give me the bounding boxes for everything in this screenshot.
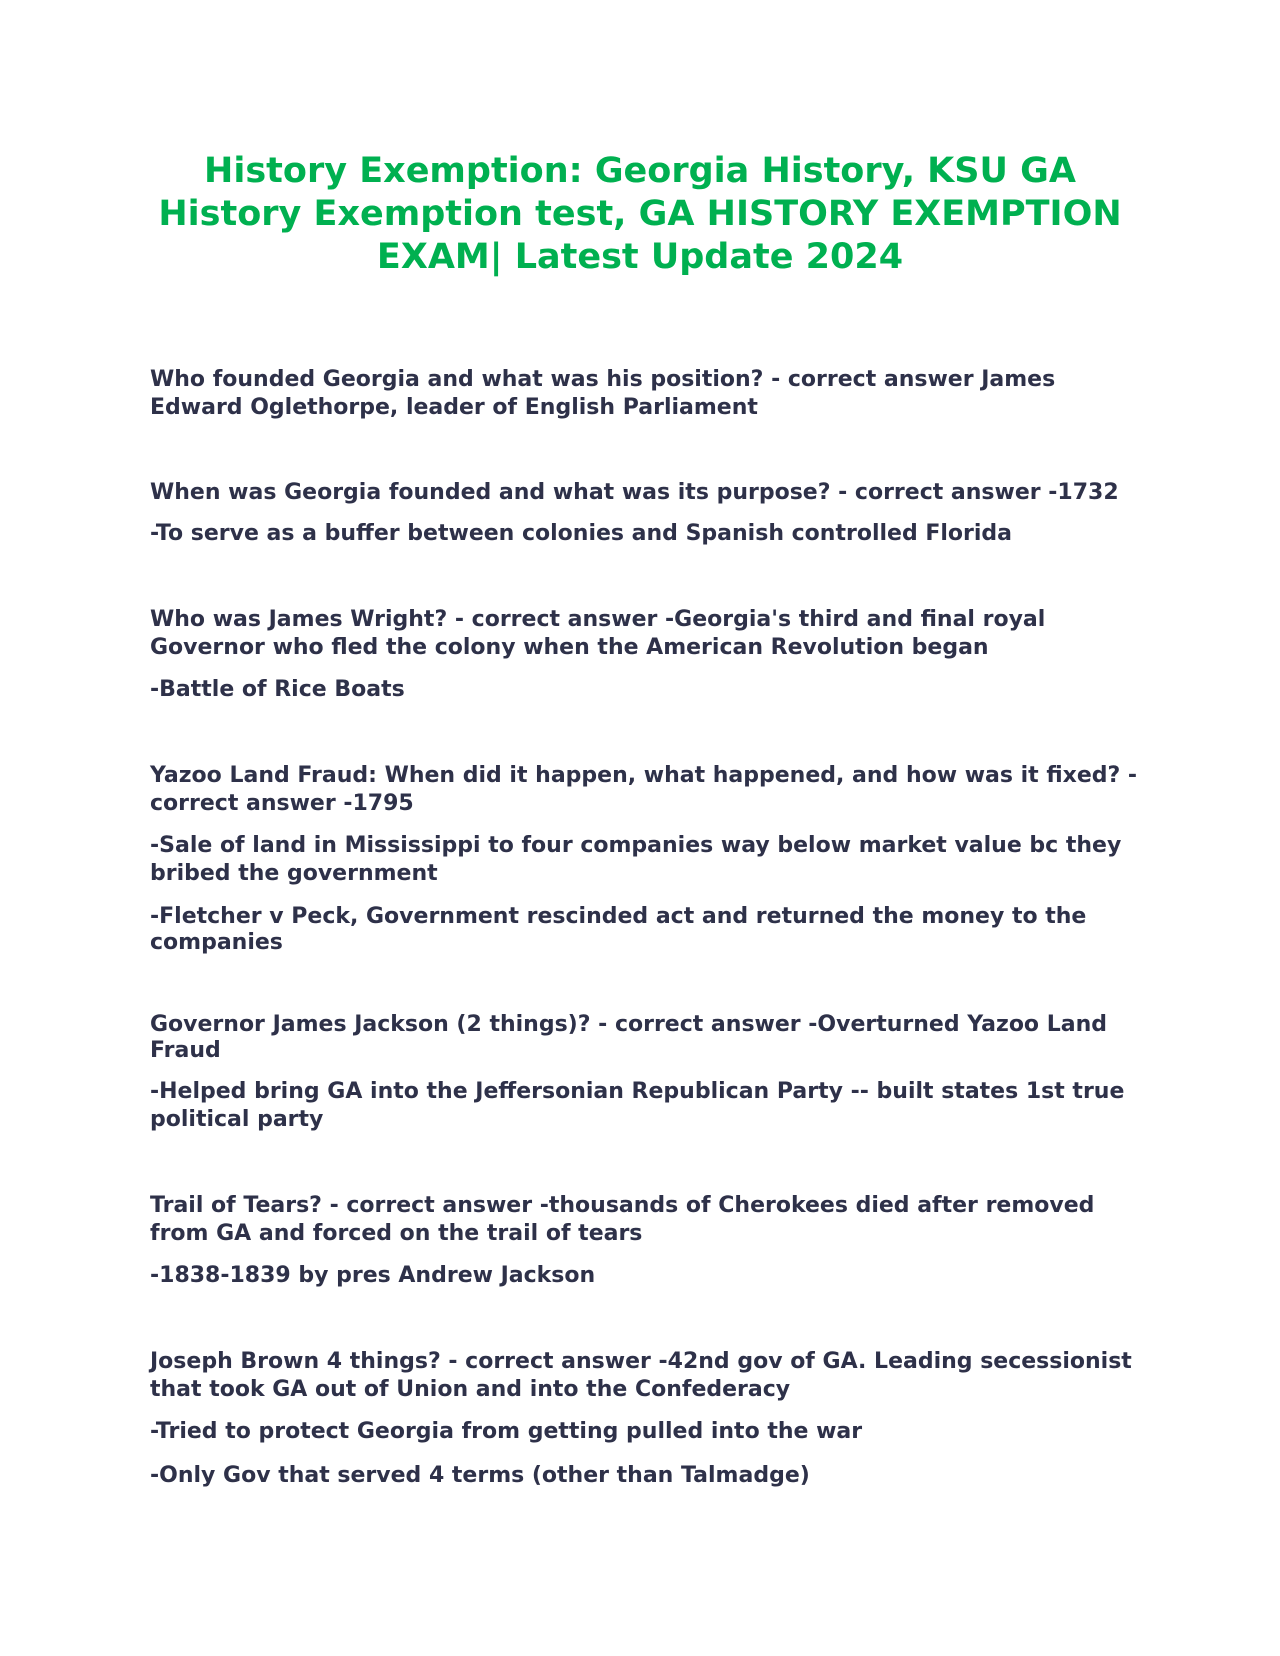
qa-detail: -Battle of Rice Boats [150,677,405,702]
qa-question: Who was James Wright? - correct answer -Georgia's third and final royal Governor who fled the colony when the American Revolution began [150,607,1046,660]
qa-entry [150,1192,1140,1290]
qa-question: Who founded Georgia and what was his position? - correct answer James Edward Oglethorpe, leader of English Parliament [150,367,1056,420]
qa-detail: -Tried to protect Georgia from getting pulled into the war [150,1419,863,1444]
qa-question: Governor James Jackson (2 things)? - correct answer -Overturned Yazoo Land Fraud [150,1012,1107,1063]
qa-list [150,366,1140,1506]
qa-detail: -1838-1839 by pres Andrew Jackson [150,1263,596,1288]
qa-detail: -To serve as a buffer between colonies and Spanish controlled Florida [150,521,1013,546]
qa-detail: -Fletcher v Peck, Government rescinded act and returned the money to the companies [150,904,1087,955]
qa-detail: -Sale of land in Mississippi to four companies way below market value bc they bribed the government [150,833,1122,886]
qa-question: Yazoo Land Fraud: When did it happen, what happened, and how was it fixed? - correct answer -1795 [150,763,1138,816]
qa-question: When was Georgia founded and what was its purpose? - correct answer -1732 [150,480,1119,505]
document-title: History Exemption: Georgia History, KSU GA History Exemption test, GA HISTORY EXEMPTION EXAM| Latest Update 2024 [158,151,1122,277]
qa-entry [150,762,1140,956]
qa-question: Joseph Brown 4 things? - correct answer -42nd gov of GA. Leading secessionist that took GA out of Union and into the Confederacy [150,1349,1132,1402]
qa-detail: -Helped bring GA into the Jeffersonian Republican Party -- built states 1st true political party [150,1079,1125,1132]
qa-entry [150,1348,1140,1490]
qa-entry [150,1012,1140,1134]
qa-question: Trail of Tears? - correct answer -thousands of Cherokees died after removed from GA and forced on the trail of tears [150,1193,1095,1246]
qa-entry [150,606,1140,704]
qa-entry [150,480,1140,548]
qa-detail: -Only Gov that served 4 terms (other than Talmadge) [150,1463,810,1488]
qa-entry [150,366,1140,422]
